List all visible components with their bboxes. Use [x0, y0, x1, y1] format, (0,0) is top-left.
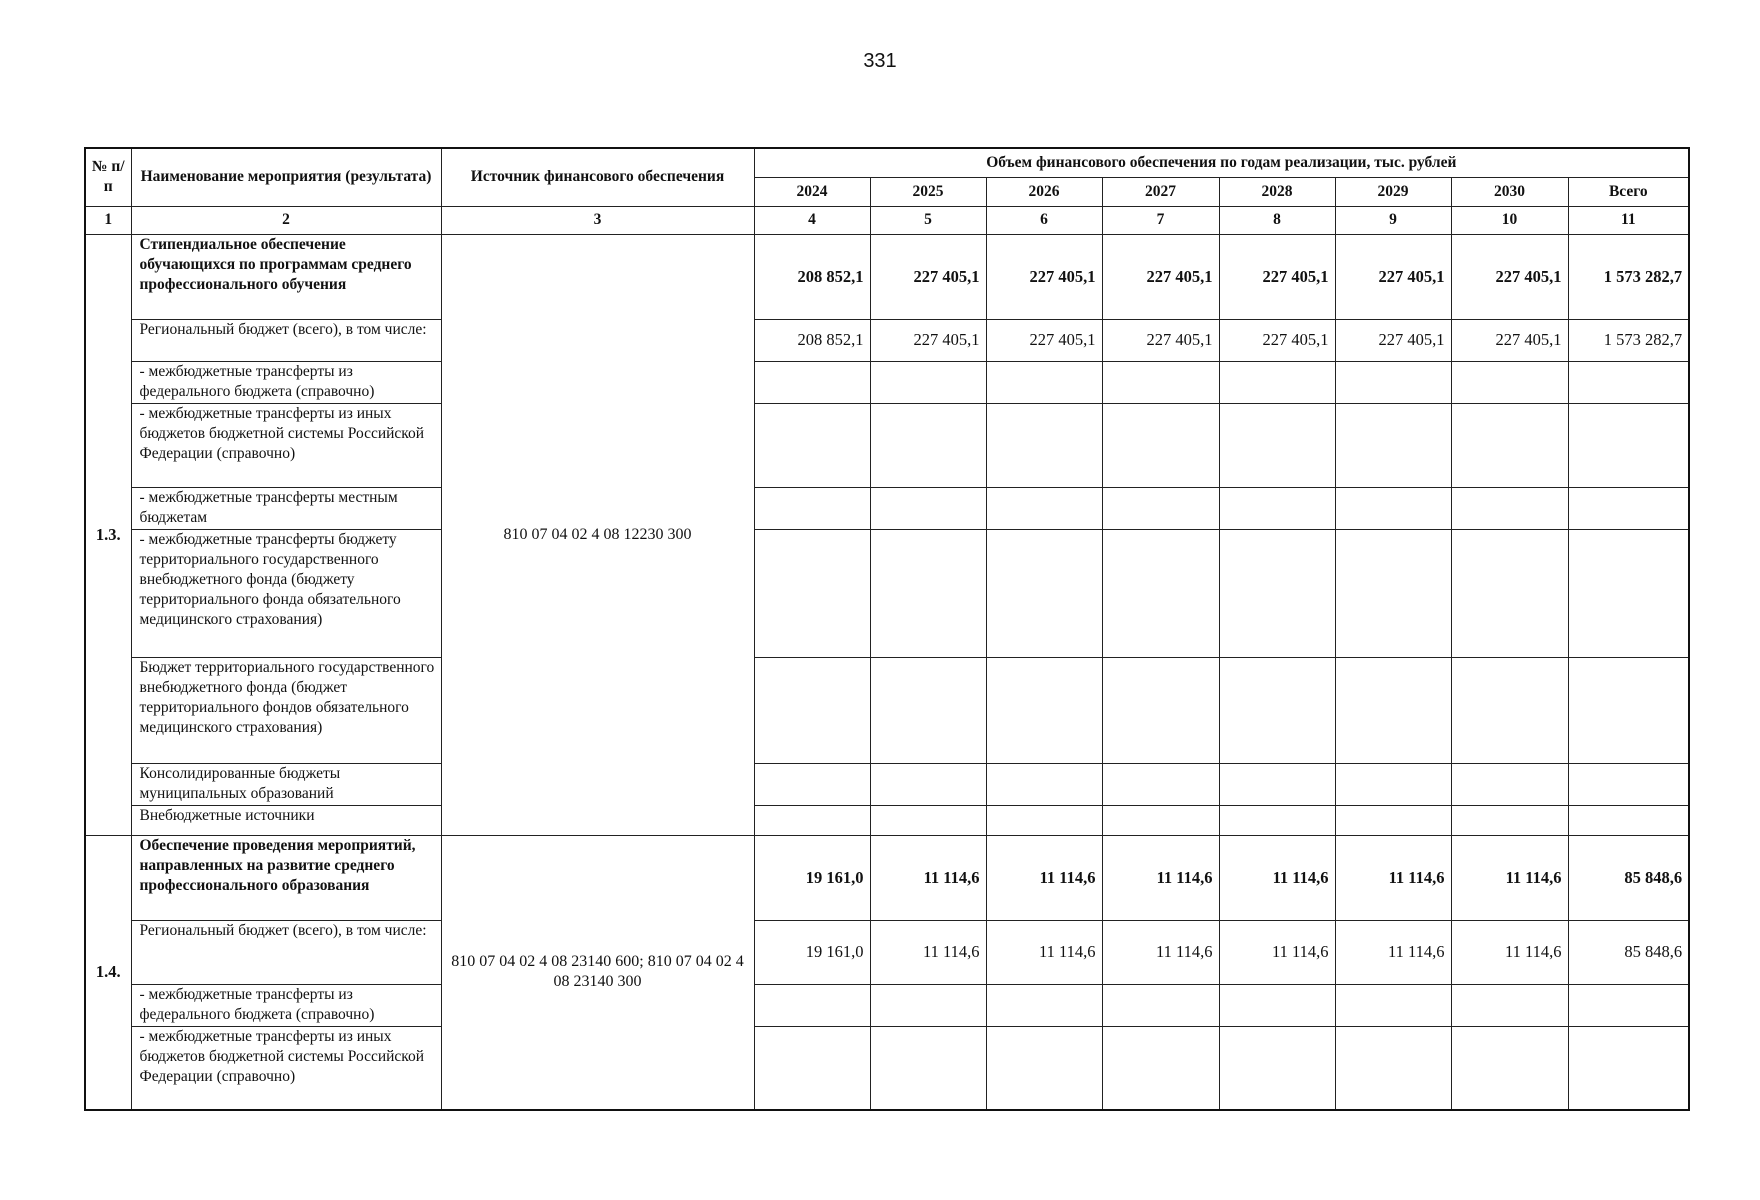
total-cell — [1568, 984, 1689, 1026]
row-name: Стипендиальное обеспечение обучающихся по программам среднего профессионального обучения — [131, 234, 441, 319]
column-number: 4 — [754, 206, 870, 234]
value-cell — [1102, 529, 1219, 657]
table-row — [85, 835, 1689, 920]
value-cell — [1219, 984, 1335, 1026]
value-cell — [1102, 487, 1219, 529]
table-row — [85, 234, 1689, 319]
value-cell — [754, 361, 870, 403]
total-cell: 1 573 282,7 — [1568, 319, 1689, 361]
value-cell — [1219, 529, 1335, 657]
value-cell — [754, 657, 870, 763]
total-cell: 85 848,6 — [1568, 920, 1689, 984]
value-cell — [870, 487, 986, 529]
value-cell — [1451, 805, 1568, 835]
total-cell — [1568, 361, 1689, 403]
header-year: 2029 — [1335, 177, 1451, 206]
value-cell: 19 161,0 — [754, 835, 870, 920]
total-cell — [1568, 403, 1689, 487]
page-number: 331 — [863, 50, 897, 72]
table-row — [85, 805, 1689, 835]
value-cell — [1219, 805, 1335, 835]
value-cell — [986, 529, 1102, 657]
header-col-volume: Объем финансового обеспечения по годам реализации, тыс. рублей — [754, 148, 1689, 177]
value-cell — [870, 763, 986, 805]
total-cell — [1568, 763, 1689, 805]
column-number: 5 — [870, 206, 986, 234]
value-cell: 227 405,1 — [1335, 319, 1451, 361]
row-name: - межбюджетные трансферты из иных бюджетов бюджетной системы Российской Федерации (справочно) — [131, 403, 441, 487]
table-row — [85, 920, 1689, 984]
header-year: 2028 — [1219, 177, 1335, 206]
value-cell — [1335, 403, 1451, 487]
row-name: - межбюджетные трансферты из иных бюджетов бюджетной системы Российской Федерации (справочно) — [131, 1026, 441, 1110]
row-index: 1.4. — [85, 835, 131, 1110]
value-cell — [1335, 1026, 1451, 1110]
value-cell: 227 405,1 — [986, 234, 1102, 319]
table-row — [85, 1026, 1689, 1110]
row-name: - межбюджетные трансферты из федерального бюджета (справочно) — [131, 984, 441, 1026]
value-cell: 11 114,6 — [1335, 835, 1451, 920]
value-cell — [1102, 1026, 1219, 1110]
value-cell — [986, 984, 1102, 1026]
value-cell — [1102, 984, 1219, 1026]
table-row — [85, 361, 1689, 403]
header-col-source: Источник финансового обеспечения — [441, 148, 754, 206]
value-cell — [870, 984, 986, 1026]
header-total: Всего — [1568, 177, 1689, 206]
value-cell: 208 852,1 — [754, 234, 870, 319]
value-cell — [870, 529, 986, 657]
column-number: 9 — [1335, 206, 1451, 234]
value-cell: 227 405,1 — [870, 234, 986, 319]
value-cell — [754, 763, 870, 805]
value-cell — [1451, 403, 1568, 487]
value-cell — [870, 403, 986, 487]
row-name: - межбюджетные трансферты из федерального бюджета (справочно) — [131, 361, 441, 403]
table-row — [85, 319, 1689, 361]
value-cell — [1335, 984, 1451, 1026]
value-cell — [1219, 487, 1335, 529]
header-year: 2026 — [986, 177, 1102, 206]
value-cell — [1451, 529, 1568, 657]
value-cell — [1451, 487, 1568, 529]
row-name: Региональный бюджет (всего), в том числе: — [131, 920, 441, 984]
value-cell: 11 114,6 — [1102, 920, 1219, 984]
value-cell — [754, 805, 870, 835]
value-cell — [870, 805, 986, 835]
value-cell — [986, 487, 1102, 529]
value-cell — [754, 1026, 870, 1110]
value-cell — [1102, 763, 1219, 805]
value-cell — [1451, 361, 1568, 403]
value-cell: 227 405,1 — [1335, 234, 1451, 319]
value-cell — [1335, 805, 1451, 835]
value-cell — [1219, 657, 1335, 763]
value-cell: 11 114,6 — [1451, 920, 1568, 984]
value-cell — [1219, 361, 1335, 403]
total-cell: 85 848,6 — [1568, 835, 1689, 920]
column-number: 3 — [441, 206, 754, 234]
value-cell — [1451, 1026, 1568, 1110]
value-cell: 11 114,6 — [870, 920, 986, 984]
value-cell — [1102, 403, 1219, 487]
column-number: 11 — [1568, 206, 1689, 234]
value-cell: 11 114,6 — [1219, 835, 1335, 920]
value-cell — [1102, 657, 1219, 763]
value-cell: 227 405,1 — [1451, 319, 1568, 361]
row-name: - межбюджетные трансферты бюджету территориального государственного внебюджетного фонда (бюджету территориального фонда обязательного медицинского страхования) — [131, 529, 441, 657]
table-row — [85, 657, 1689, 763]
value-cell — [986, 763, 1102, 805]
value-cell: 227 405,1 — [1451, 234, 1568, 319]
row-index: 1.3. — [85, 234, 131, 835]
value-cell — [1451, 763, 1568, 805]
value-cell: 19 161,0 — [754, 920, 870, 984]
table-row — [85, 763, 1689, 805]
value-cell — [1102, 805, 1219, 835]
column-number: 2 — [131, 206, 441, 234]
value-cell — [1335, 361, 1451, 403]
value-cell — [1102, 361, 1219, 403]
value-cell: 11 114,6 — [1102, 835, 1219, 920]
row-name: Консолидированные бюджеты муниципальных образований — [131, 763, 441, 805]
value-cell — [986, 805, 1102, 835]
row-name: - межбюджетные трансферты местным бюджетам — [131, 487, 441, 529]
column-number: 10 — [1451, 206, 1568, 234]
value-cell: 11 114,6 — [986, 920, 1102, 984]
funding-source: 810 07 04 02 4 08 23140 600; 810 07 04 02 4 08 23140 300 — [441, 835, 754, 1110]
value-cell — [1335, 657, 1451, 763]
value-cell — [754, 529, 870, 657]
column-number: 6 — [986, 206, 1102, 234]
column-number: 1 — [85, 206, 131, 234]
value-cell: 11 114,6 — [870, 835, 986, 920]
financing-table — [84, 147, 1690, 1111]
header-year: 2025 — [870, 177, 986, 206]
value-cell: 227 405,1 — [1219, 234, 1335, 319]
row-name: Внебюджетные источники — [131, 805, 441, 835]
total-cell: 1 573 282,7 — [1568, 234, 1689, 319]
value-cell: 227 405,1 — [1102, 319, 1219, 361]
value-cell: 227 405,1 — [1219, 319, 1335, 361]
column-number: 8 — [1219, 206, 1335, 234]
table-row — [85, 529, 1689, 657]
total-cell — [1568, 487, 1689, 529]
value-cell — [870, 657, 986, 763]
value-cell — [1335, 529, 1451, 657]
row-name: Обеспечение проведения мероприятий, направленных на развитие среднего профессионального образования — [131, 835, 441, 920]
total-cell — [1568, 1026, 1689, 1110]
value-cell — [1219, 1026, 1335, 1110]
value-cell — [986, 1026, 1102, 1110]
row-name: Бюджет территориального государственного внебюджетного фонда (бюджет территориального фондов обязательного медицинского страхования) — [131, 657, 441, 763]
value-cell — [754, 984, 870, 1026]
value-cell — [754, 487, 870, 529]
table-row — [85, 984, 1689, 1026]
value-cell — [1451, 984, 1568, 1026]
total-cell — [1568, 657, 1689, 763]
value-cell — [1219, 403, 1335, 487]
value-cell: 11 114,6 — [986, 835, 1102, 920]
total-cell — [1568, 529, 1689, 657]
value-cell — [1451, 657, 1568, 763]
value-cell: 11 114,6 — [1335, 920, 1451, 984]
column-number: 7 — [1102, 206, 1219, 234]
value-cell — [1335, 763, 1451, 805]
value-cell — [870, 361, 986, 403]
header-col-name: Наименование мероприятия (результата) — [131, 148, 441, 206]
row-name: Региональный бюджет (всего), в том числе: — [131, 319, 441, 361]
value-cell — [986, 403, 1102, 487]
header-year: 2024 — [754, 177, 870, 206]
total-cell — [1568, 805, 1689, 835]
value-cell — [1335, 487, 1451, 529]
value-cell — [1219, 763, 1335, 805]
value-cell: 227 405,1 — [1102, 234, 1219, 319]
value-cell — [870, 1026, 986, 1110]
value-cell: 11 114,6 — [1219, 920, 1335, 984]
value-cell — [986, 361, 1102, 403]
table-row — [85, 487, 1689, 529]
value-cell — [986, 657, 1102, 763]
funding-source: 810 07 04 02 4 08 12230 300 — [441, 234, 754, 835]
table-row — [85, 403, 1689, 487]
value-cell — [754, 403, 870, 487]
header-col-no: № п/п — [85, 148, 131, 206]
header-year: 2030 — [1451, 177, 1568, 206]
value-cell: 11 114,6 — [1451, 835, 1568, 920]
value-cell: 227 405,1 — [986, 319, 1102, 361]
value-cell: 208 852,1 — [754, 319, 870, 361]
value-cell: 227 405,1 — [870, 319, 986, 361]
header-year: 2027 — [1102, 177, 1219, 206]
